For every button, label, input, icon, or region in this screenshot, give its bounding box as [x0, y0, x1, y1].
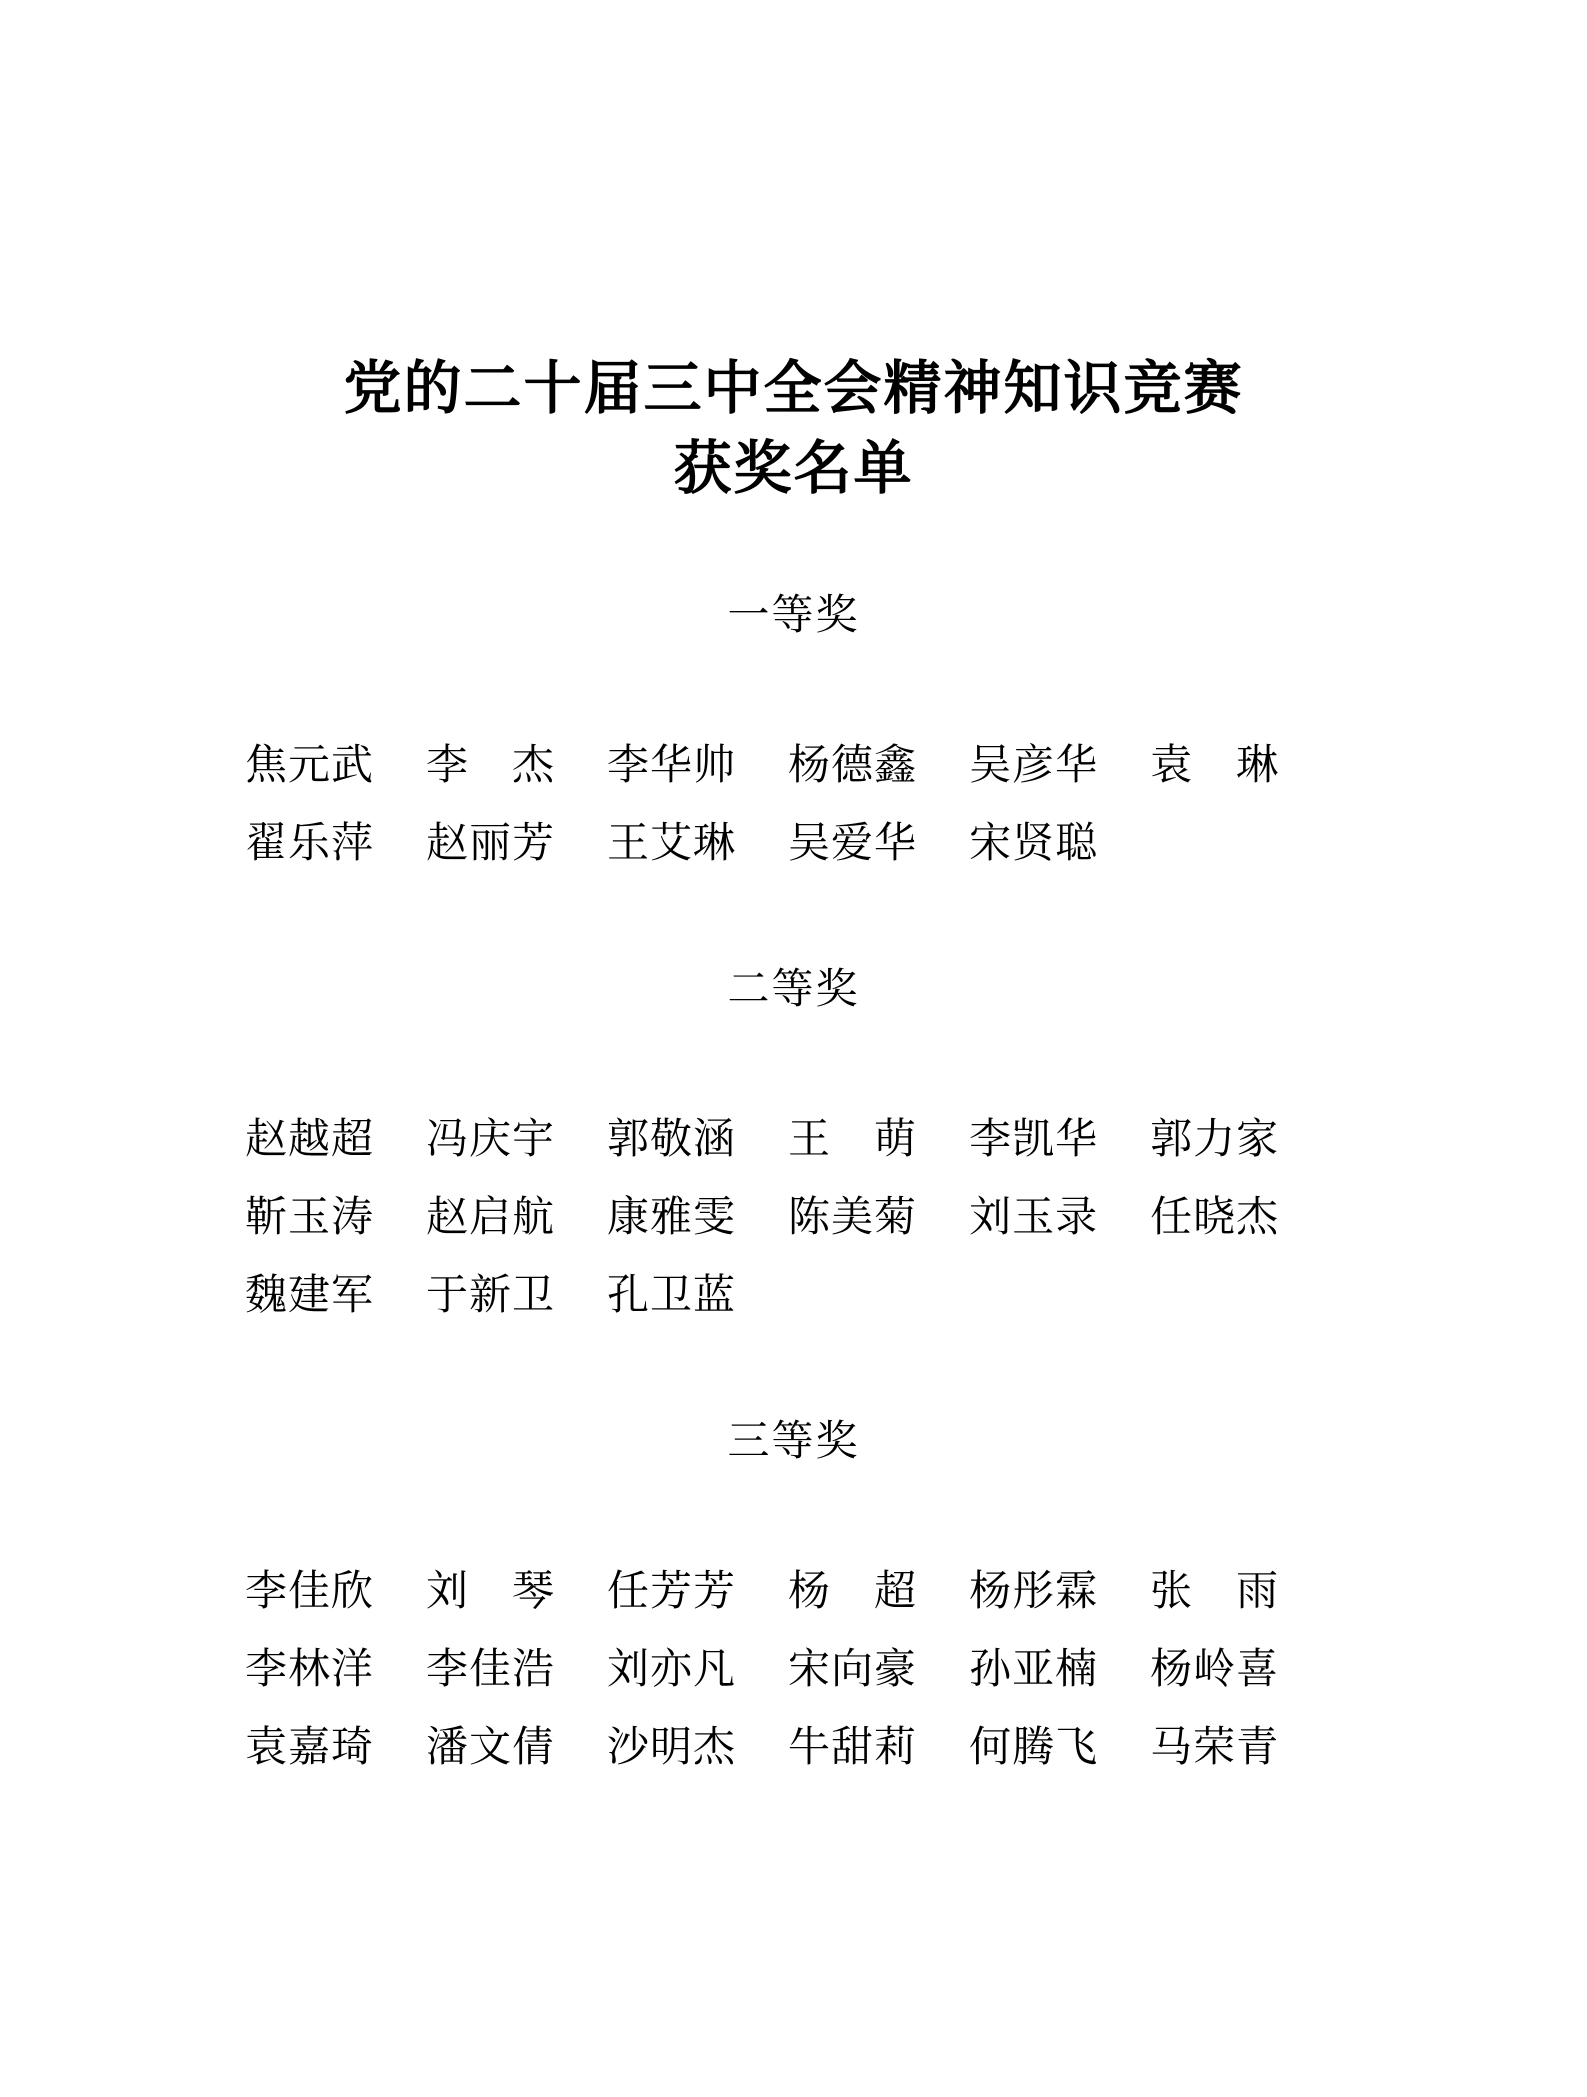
section-heading: 三等奖: [727, 1416, 860, 1465]
award-sections: [0, 586, 1587, 1786]
winner-name: 焦元武: [245, 740, 375, 789]
winner-name: 靳玉涛: [245, 1192, 375, 1241]
winner-name: 王艾琳: [607, 818, 737, 867]
winner-row: [245, 1178, 1467, 1256]
award-section: [0, 1412, 1587, 1786]
winner-name: 杨岭喜: [1150, 1644, 1280, 1693]
winner-name: 赵启航: [426, 1192, 556, 1241]
winner-name: 刘玉录: [969, 1192, 1099, 1241]
winner-name: 于新卫: [426, 1270, 556, 1319]
winner-name: 李华帅: [607, 740, 737, 789]
winner-name: 任晓杰: [1150, 1192, 1280, 1241]
winner-name: 吴爱华: [788, 818, 918, 867]
winner-name: 牛甜莉: [788, 1722, 918, 1771]
section-heading: 一等奖: [727, 590, 860, 639]
winner-name: 吴彦华: [969, 740, 1099, 789]
winner-name: 杨彤霖: [969, 1566, 1099, 1615]
document-title-line1: 党的二十届三中全会精神知识竞赛: [343, 354, 1244, 422]
winner-name: 陈美菊: [788, 1192, 918, 1241]
document-title: [0, 348, 1587, 508]
winner-name: 孔卫蓝: [607, 1270, 737, 1319]
winner-name: 袁 琳: [1150, 740, 1280, 789]
section-heading: 二等奖: [727, 964, 860, 1013]
award-section: [0, 586, 1587, 882]
winner-name: 赵丽芳: [426, 818, 556, 867]
winner-name: 康雅雯: [607, 1192, 737, 1241]
winner-name: 潘文倩: [426, 1722, 556, 1771]
winner-row: [245, 1630, 1467, 1708]
document-title-line2: 获奖名单: [673, 434, 914, 502]
winner-row: [245, 1552, 1467, 1630]
winner-name: 刘亦凡: [607, 1644, 737, 1693]
award-section: [0, 960, 1587, 1334]
winner-name: 袁嘉琦: [245, 1722, 375, 1771]
winner-name: 王 萌: [788, 1114, 918, 1163]
winner-list: [0, 1552, 1587, 1786]
winner-name: 冯庆宇: [426, 1114, 556, 1163]
winner-name: 张 雨: [1150, 1566, 1280, 1615]
winner-name: 郭力家: [1150, 1114, 1280, 1163]
winner-name: 翟乐萍: [245, 818, 375, 867]
winner-name: 杨 超: [788, 1566, 918, 1615]
winner-name: 赵越超: [245, 1114, 375, 1163]
winner-name: 李佳欣: [245, 1566, 375, 1615]
winner-name: 孙亚楠: [969, 1644, 1099, 1693]
winner-name: 李凯华: [969, 1114, 1099, 1163]
winner-row: [245, 1100, 1467, 1178]
winner-row: [245, 1256, 1467, 1334]
winner-name: 任芳芳: [607, 1566, 737, 1615]
winner-name: 刘 琴: [426, 1566, 556, 1615]
winner-row: [245, 804, 1467, 882]
winner-name: 李 杰: [426, 740, 556, 789]
winner-name: 郭敬涵: [607, 1114, 737, 1163]
winner-list: [0, 726, 1587, 882]
winner-name: 杨德鑫: [788, 740, 918, 789]
winner-row: [245, 726, 1467, 804]
winner-name: 马荣青: [1150, 1722, 1280, 1771]
winner-name: 魏建军: [245, 1270, 375, 1319]
winner-list: [0, 1100, 1587, 1334]
winner-name: 李林洋: [245, 1644, 375, 1693]
winner-name: 宋贤聪: [969, 818, 1099, 867]
winner-name: 宋向豪: [788, 1644, 918, 1693]
winner-row: [245, 1708, 1467, 1786]
winner-name: 何腾飞: [969, 1722, 1099, 1771]
winner-name: 李佳浩: [426, 1644, 556, 1693]
winner-name: 沙明杰: [607, 1722, 737, 1771]
